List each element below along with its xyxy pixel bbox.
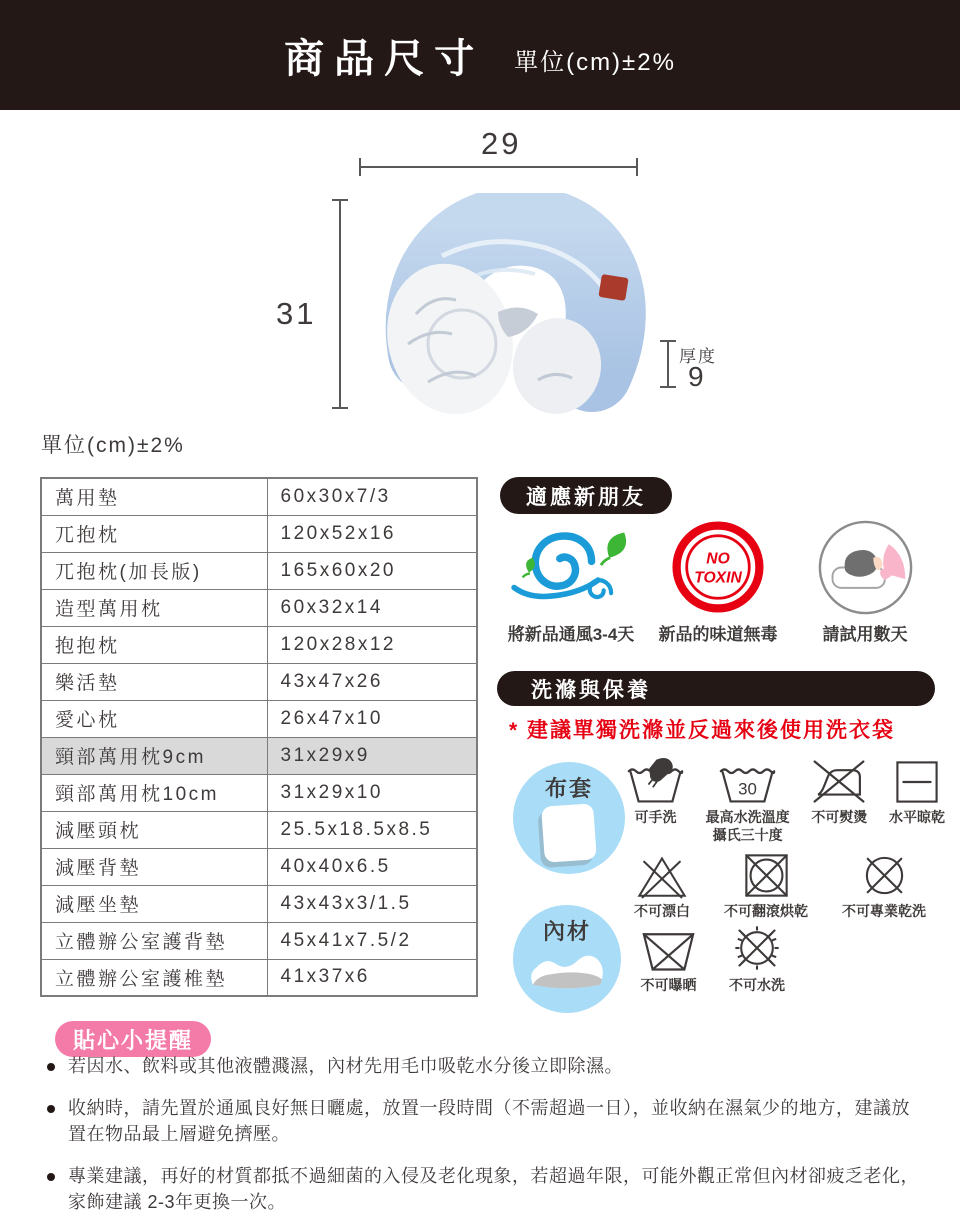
svg-text:NO: NO xyxy=(706,550,730,568)
product-size-cell: 45x41x7.5/2 xyxy=(267,922,477,959)
tip-text: 收納時，請先置於通風良好無日曬處，放置一段時間（不需超過一日），並收納在濕氣少的地方，建議放置在物品最上層避免擠壓。 xyxy=(68,1097,910,1144)
product-size-cell: 60x30x7/3 xyxy=(267,478,477,515)
care-item xyxy=(889,752,945,826)
product-size-cell: 31x29x10 xyxy=(267,774,477,811)
product-size-cell: 120x28x12 xyxy=(267,626,477,663)
product-size-cell: 25.5x18.5x8.5 xyxy=(267,811,477,848)
no-tumble-dry-icon xyxy=(743,846,790,899)
tip-item xyxy=(41,1054,919,1080)
bullet-dot xyxy=(47,1105,55,1113)
tips-badge: 貼心小提醒 xyxy=(55,1021,211,1057)
no-toxin-icon xyxy=(672,517,764,617)
care-label: 最高水洗溫度 攝氏三十度 xyxy=(705,809,790,844)
care-section-title: 洗滌與保養 xyxy=(497,671,935,706)
brand-tag xyxy=(598,274,628,301)
wind-leaves-icon xyxy=(501,517,641,617)
no-dry-clean-icon xyxy=(861,846,908,899)
no-water-wash-icon xyxy=(732,920,782,973)
product-image xyxy=(350,193,650,415)
care-item xyxy=(842,846,926,920)
size-table xyxy=(40,477,478,997)
adapt-items-row xyxy=(498,517,938,645)
table-row xyxy=(41,774,477,811)
care-item xyxy=(811,752,867,826)
try-pillow-icon xyxy=(817,517,914,617)
bullet-dot xyxy=(47,1173,55,1181)
product-size-cell: 41x37x6 xyxy=(267,959,477,996)
header-banner xyxy=(0,0,960,110)
tip-item xyxy=(41,1096,919,1148)
product-name-cell: 減壓頭枕 xyxy=(41,811,267,848)
product-size-cell: 43x47x26 xyxy=(267,663,477,700)
width-dimension-line xyxy=(359,166,638,168)
tip-item xyxy=(41,1164,919,1214)
page-title: 商品尺寸 xyxy=(284,36,485,81)
table-row xyxy=(41,589,477,626)
care-item xyxy=(634,846,690,920)
height-dimension-line xyxy=(339,199,341,409)
no-bleach-icon xyxy=(636,846,688,899)
table-row xyxy=(41,700,477,737)
cover-label: 布套 xyxy=(544,776,593,801)
table-row xyxy=(41,737,477,774)
product-name-cell: 立體辦公室護背墊 xyxy=(41,922,267,959)
cover-badge xyxy=(513,762,625,874)
svg-text:30: 30 xyxy=(738,779,758,799)
product-name-cell: 造型萬用枕 xyxy=(41,589,267,626)
product-name-cell: 減壓背墊 xyxy=(41,848,267,885)
cover-care-icons-row2 xyxy=(634,846,926,920)
table-unit-note: 單位(cm)±2% xyxy=(41,434,185,457)
product-size-cell: 120x52x16 xyxy=(267,515,477,552)
care-label: 不可水洗 xyxy=(729,977,785,993)
product-size-cell: 40x40x6.5 xyxy=(267,848,477,885)
tips-list xyxy=(41,1054,919,1214)
table-row xyxy=(41,885,477,922)
max-temp-icon xyxy=(719,752,776,805)
adapt-caption: 請試用數天 xyxy=(822,625,908,644)
inner-label: 內材 xyxy=(542,919,591,944)
care-label: 可手洗 xyxy=(634,809,677,825)
product-size-cell: 26x47x10 xyxy=(267,700,477,737)
product-name-cell: 抱抱枕 xyxy=(41,626,267,663)
adapt-caption: 新品的味道無毒 xyxy=(658,625,778,644)
care-label: 不可熨燙 xyxy=(811,809,868,825)
product-name-cell: 立體辦公室護椎墊 xyxy=(41,959,267,996)
table-row xyxy=(41,848,477,885)
product-name-cell: 減壓坐墊 xyxy=(41,885,267,922)
product-size-cell: 43x43x3/1.5 xyxy=(267,885,477,922)
table-row xyxy=(41,515,477,552)
no-iron-icon xyxy=(811,752,867,805)
neck-pillow-illustration xyxy=(350,193,650,415)
inner-badge xyxy=(513,905,621,1013)
thickness-dimension-line xyxy=(667,340,669,388)
product-name-cell: 兀抱枕 xyxy=(41,515,267,552)
table-row xyxy=(41,552,477,589)
product-name-cell: 樂活墊 xyxy=(41,663,267,700)
table-row xyxy=(41,478,477,515)
cover-shape-icon xyxy=(541,803,597,862)
size-table-body xyxy=(41,478,477,996)
care-item xyxy=(706,752,790,844)
care-label: 不可專業乾洗 xyxy=(842,903,926,919)
svg-text:TOXIN: TOXIN xyxy=(694,569,742,587)
no-sun-icon xyxy=(640,920,697,973)
product-name-cell: 萬用墊 xyxy=(41,478,267,515)
table-row xyxy=(41,922,477,959)
header-unit-note: 單位(cm)±2% xyxy=(514,48,676,76)
flat-dry-icon xyxy=(894,752,940,805)
care-label: 水平晾乾 xyxy=(888,809,945,825)
bullet-dot xyxy=(47,1063,55,1071)
table-row xyxy=(41,959,477,996)
inner-care-icons-row xyxy=(640,920,785,994)
height-dimension-label: 31 xyxy=(276,296,317,331)
care-note: * 建議單獨洗滌並反過來後使用洗衣袋 xyxy=(509,719,896,742)
hand-wash-icon xyxy=(627,752,684,805)
contour-pillow-icon xyxy=(526,946,608,991)
table-row xyxy=(41,626,477,663)
tip-text: 專業建議，再好的材質都抵不過細菌的入侵及老化現象，若超過年限，可能外觀正常但內材卻疲乏老化，家飾建議 2-3年更換一次。 xyxy=(68,1165,919,1212)
table-row xyxy=(41,663,477,700)
product-name-cell: 兀抱枕(加長版) xyxy=(41,552,267,589)
product-size-cell: 60x32x14 xyxy=(267,589,477,626)
tip-text: 若因水、飲料或其他液體濺濕，內材先用毛巾吸乾水分後立即除濕。 xyxy=(68,1056,623,1076)
product-name-cell: 頸部萬用枕9cm xyxy=(41,737,267,774)
adapt-item xyxy=(645,517,791,645)
adapt-caption: 將新品通風3-4天 xyxy=(507,625,635,644)
product-name-cell: 愛心枕 xyxy=(41,700,267,737)
care-item xyxy=(627,752,684,826)
adapt-section-title: 適應新朋友 xyxy=(500,477,672,514)
thickness-value: 9 xyxy=(688,361,704,392)
care-label: 不可漂白 xyxy=(634,903,690,919)
care-item xyxy=(640,920,697,994)
care-item xyxy=(729,920,785,994)
width-dimension-label: 29 xyxy=(481,126,522,161)
product-size-cell: 31x29x9 xyxy=(267,737,477,774)
adapt-item xyxy=(792,517,938,645)
care-label: 不可翻滾烘乾 xyxy=(724,903,808,919)
product-size-cell: 165x60x20 xyxy=(267,552,477,589)
cover-care-icons-row1 xyxy=(627,752,945,844)
adapt-item xyxy=(498,517,644,645)
product-name-cell: 頸部萬用枕10cm xyxy=(41,774,267,811)
table-row xyxy=(41,811,477,848)
care-item xyxy=(724,846,808,920)
care-label: 不可曝晒 xyxy=(640,977,697,993)
thickness-label: 厚度 xyxy=(679,347,717,366)
